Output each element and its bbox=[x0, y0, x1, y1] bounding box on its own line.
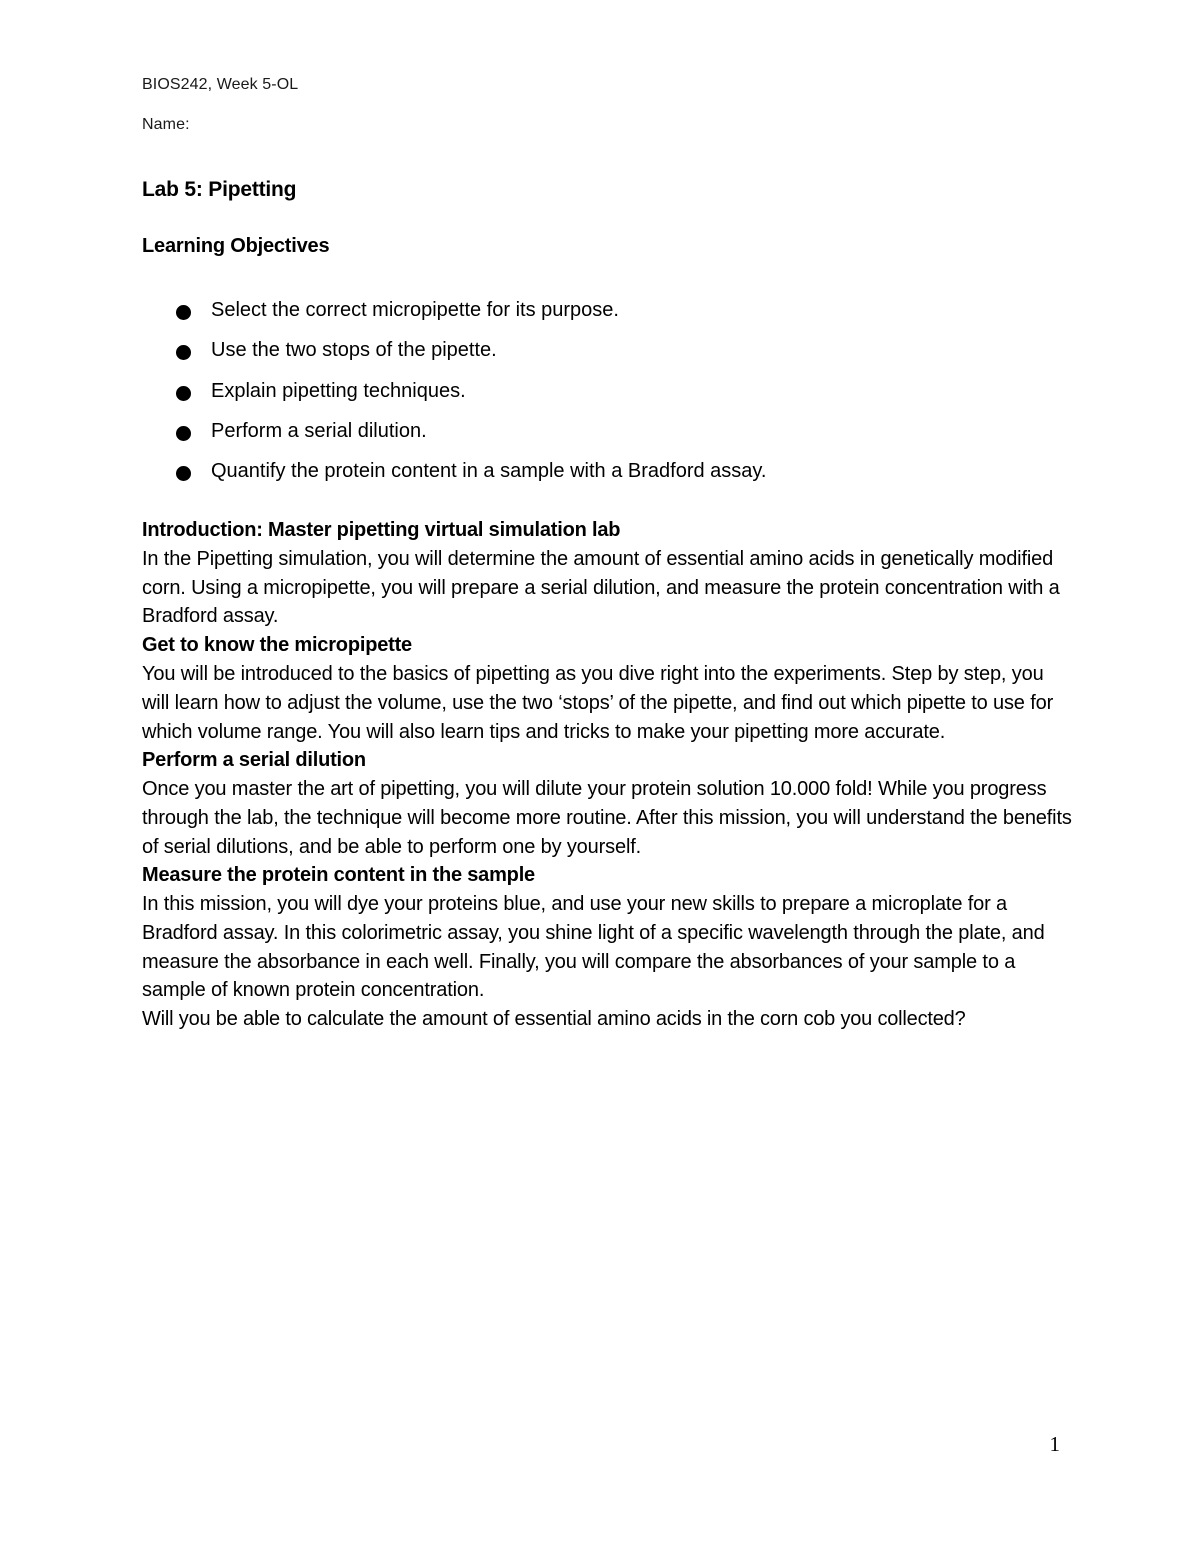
protein-content-heading: Measure the protein content in the sample bbox=[142, 864, 535, 887]
objective-text: Quantify the protein content in a sample with a Bradford assay. bbox=[211, 460, 767, 483]
learning-objectives-list bbox=[176, 297, 1076, 498]
objective-text: Perform a serial dilution. bbox=[211, 419, 427, 442]
lab-description bbox=[142, 516, 1072, 1034]
serial-dilution-heading: Perform a serial dilution bbox=[142, 749, 366, 772]
learning-objectives-heading: Learning Objectives bbox=[142, 235, 330, 257]
micropipette-heading: Get to know the micropipette bbox=[142, 634, 412, 657]
objective-text: Select the correct micropipette for its purpose. bbox=[211, 299, 619, 321]
lab-title: Lab 5: Pipetting bbox=[142, 178, 297, 201]
objective-item bbox=[176, 337, 1076, 377]
bullet-icon bbox=[176, 386, 191, 401]
bullet-icon bbox=[176, 305, 191, 320]
bullet-icon bbox=[176, 345, 191, 360]
protein-content-paragraph: In this mission, you will dye your proteins blue, and use your new skills to prepare a microplate for a Bradford assay. In this colorimetric assay, you shine light of a specific wavelength through the plate, and measure the absorbance in each well. Finally, you will compare the absorbances of your sample to a sample of known protein concentration. bbox=[142, 893, 1045, 1002]
objective-text: Explain pipetting techniques. bbox=[211, 379, 466, 402]
micropipette-paragraph: You will be introduced to the basics of pipetting as you dive right into the experiments. Step by step, you will learn how to adjust the volume, use the two ‘stops’ of the pipette, and find out which pipette to use for which volume range. You will also learn tips and tricks to make your pipetting more accurate. bbox=[142, 663, 1054, 743]
bullet-icon bbox=[176, 466, 191, 481]
objective-item bbox=[176, 297, 1076, 337]
objective-item bbox=[176, 378, 1076, 418]
serial-dilution-paragraph: Once you master the art of pipetting, you will dilute your protein solution 10.000 fold! While you progress through the lab, the technique will become more routine. After this mission, you will understand the benefits of serial dilutions, and be able to perform one by yourself. bbox=[142, 778, 1072, 858]
objective-item bbox=[176, 418, 1076, 458]
objective-item bbox=[176, 458, 1076, 498]
closing-question: Will you be able to calculate the amount of essential amino acids in the corn cob you collected? bbox=[142, 1008, 966, 1031]
introduction-paragraph: In the Pipetting simulation, you will determine the amount of essential amino acids in genetically modified corn. Using a micropipette, you will prepare a serial dilution, and measure the protein concentration with a Bradford assay. bbox=[142, 548, 1060, 628]
introduction-heading: Introduction: Master pipetting virtual simulation lab bbox=[142, 519, 621, 541]
course-header: BIOS242, Week 5-OL bbox=[142, 76, 299, 93]
page-number: 1 bbox=[1049, 1432, 1060, 1456]
objective-text: Use the two stops of the pipette. bbox=[211, 339, 497, 362]
bullet-icon bbox=[176, 426, 191, 441]
name-label: Name: bbox=[142, 116, 190, 133]
